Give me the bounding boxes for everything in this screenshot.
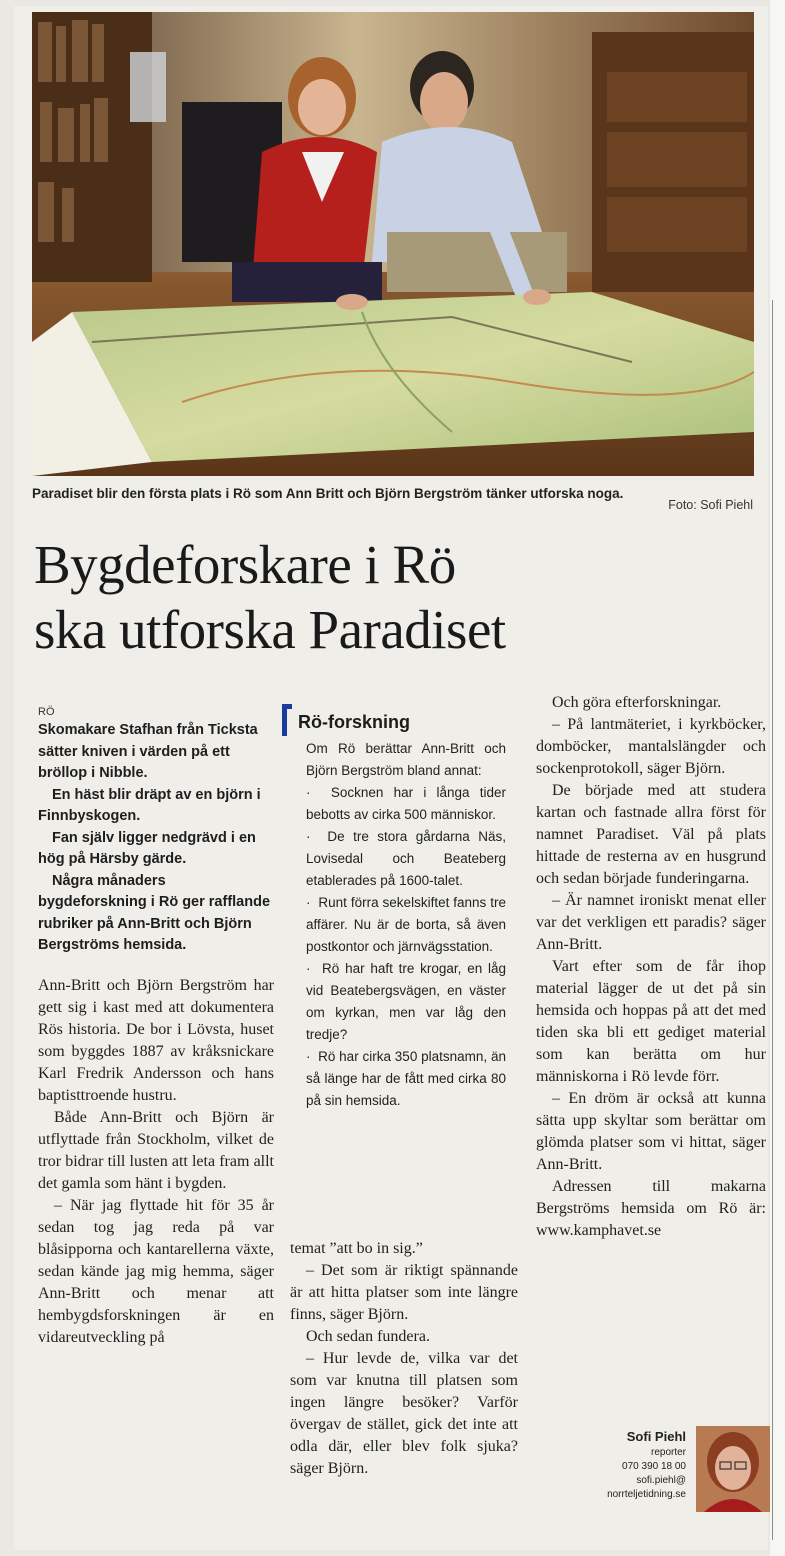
lead-paragraph: Fan själv ligger nedgrävd i en hög på Härsby gärde. (38, 829, 256, 867)
article-photo (32, 12, 754, 476)
headline-line-2: ska utforska Paradiset (34, 599, 506, 660)
body-paragraph: temat ”att bo in sig.” (290, 1240, 423, 1257)
body-paragraph: – Det som är riktigt spännande är att hitta platser som inte längre finns, säger Björn. (290, 1262, 518, 1323)
factbox-item: · De tre stora gårdarna Näs, Lovisedal och Beateberg etablerades på 1600-talet. (306, 826, 506, 892)
factbox-item: · Rö har haft tre krogar, en låg vid Beatebergsvägen, en väster om kyrkan, men var låg den tredje? (306, 958, 506, 1046)
byline-phone: 070 390 18 00 (622, 1461, 686, 1472)
photo-caption: Paradiset blir den första plats i Rö som Ann Britt och Björn Bergström tänker utforska noga. (32, 486, 624, 501)
reporter-portrait (696, 1426, 770, 1512)
body-paragraph: – Hur levde de, vilka var det som var knutna till platsen som ingen längre besöker? Varför övergav de stället, gick det inte att odla där, eller blev folk sjuka? säger Björn. (290, 1350, 518, 1477)
column-1-body (38, 975, 274, 1349)
byline-role: reporter (650, 1447, 686, 1458)
body-paragraph: De började med att studera kartan och fastnade allra först för namnet Paradiset. Väl på plats hittade de resterna av en husgrund och sedan började funderingarna. (536, 782, 766, 887)
lead-paragraphs (38, 720, 274, 957)
factbox-title: Rö-forskning (298, 712, 410, 732)
photo-credit: Foto: Sofi Piehl (668, 498, 753, 512)
dateline: RÖ (38, 706, 55, 718)
body-paragraph: – En dröm är också att kunna sätta upp skyltar som berättar om glömda platser som vi hittat, säger Ann-Britt. (536, 1090, 766, 1173)
factbox-item: · Rö har cirka 350 platsnamn, än så länge har de fått med cirka 80 på sin hemsida. (306, 1046, 506, 1112)
column-3-body (536, 692, 766, 1242)
factbox-item: · Socknen har i långa tider bebotts av cirka 500 människor. (306, 782, 506, 826)
factbox-corner-mark (282, 704, 292, 736)
body-paragraph: Och göra efterforskningar. (552, 694, 722, 711)
headline-line-1: Bygdeforskare i Rö (34, 534, 456, 595)
column-1 (38, 706, 274, 1349)
body-paragraph: Både Ann-Britt och Björn är utflyttade från Stockholm, vilket de tror bidrar till lusten att leta fram allt det gamla som hänt i bygden. (38, 1108, 274, 1192)
factbox-item: · Runt förra sekelskiftet fanns tre affärer. Nu är de borta, så även postkontor och järnvägsstation. (306, 892, 506, 958)
byline-email-line-2: norrteljetidning.se (607, 1489, 686, 1500)
lead-paragraph: Skomakare Stafhan från Ticksta sätter kniven i värden på ett bröllop i Nibble. (38, 722, 258, 781)
body-paragraph: – När jag flyttade hit för 35 år sedan tog jag reda på var blåsipporna och kantarellerna växte, sedan kände jag mig hemma, säger Ann-Britt och menar att hembygdsforskningen är en vidareutveckling på (38, 1196, 274, 1346)
lead-paragraph: Några månaders bygdeforskning i Rö ger rafflande rubriker på Ann-Britt och Björn Bergströms hemsida. (38, 872, 271, 953)
byline-email-line-1: sofi.piehl@ (636, 1475, 686, 1486)
factbox (306, 738, 506, 1112)
byline-name: Sofi Piehl (626, 1429, 686, 1444)
body-paragraph: Vart efter som de får ihop material lägger de ut det på sin hemsida och hoppas på att det med tiden ska bli ett gediget material som kan berätta om hur människorna i Rö levde förr. (536, 958, 766, 1085)
body-paragraph: – På lantmäteriet, i kyrkböcker, domböcker, mantalslängder och sockenprotokoll, säger Björn. (536, 716, 766, 777)
body-paragraph: – Är namnet ironiskt menat eller var det verkligen ett paradis? säger Ann-Britt. (536, 892, 766, 953)
factbox-intro: Om Rö berättar Ann-Britt och Björn Bergström bland annat: (306, 741, 506, 778)
body-paragraph: Ann-Britt och Björn Bergström har gett sig i kast med att dokumentera Rös historia. De bor i Lövsta, huset som byggdes 1887 av kråksnickare Karl Fredrik Andersson och hans baptisttroende hustru. (38, 976, 274, 1104)
byline-email (580, 1474, 686, 1502)
byline (580, 1428, 686, 1502)
body-paragraph: Adressen till makarna Bergströms hemsida om Rö är: www.kamphavet.se (536, 1178, 766, 1239)
column-2-body (290, 1238, 518, 1480)
headline (34, 532, 764, 662)
lead-paragraph: En häst blir dräpt av en björn i Finnbyskogen. (38, 786, 261, 824)
body-paragraph: Och sedan fundera. (306, 1328, 430, 1345)
adjacent-page-edge (770, 0, 785, 1556)
